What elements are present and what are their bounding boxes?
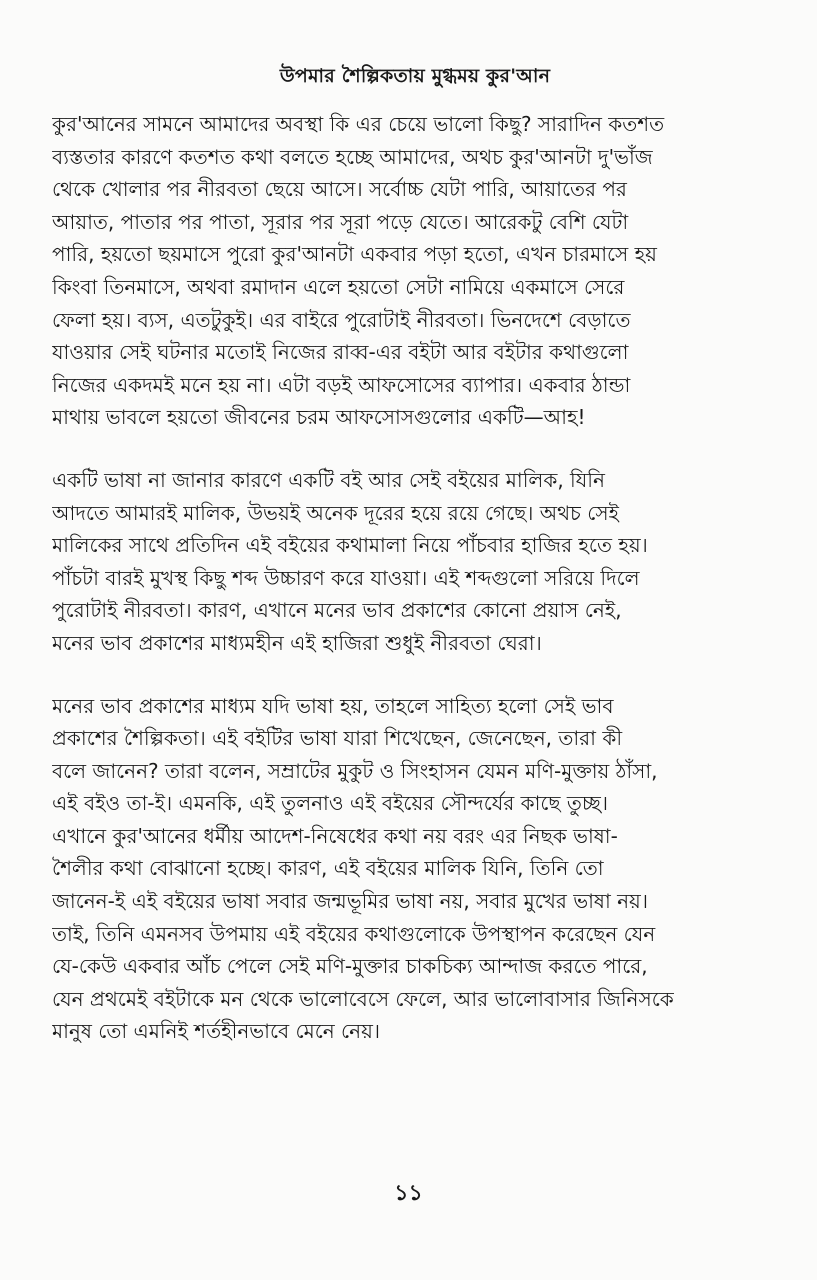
page-number: ১১: [394, 1181, 423, 1206]
paragraph-2: [52, 464, 764, 660]
text-line: তাই, তিনি এমনসব উপমায় এই বইয়ের কথাগুলোকে উপস্থাপন করেছেন যেন: [52, 921, 656, 946]
text-line: পুরোটাই নীরবতা। কারণ, এখানে মনের ভাব প্রকাশের কোনো প্রয়াস নেই,: [52, 598, 622, 623]
text-line: মালিকের সাথে প্রতিদিন এই বইয়ের কথামালা নিয়ে পাঁচবার হাজির হতে হয়।: [52, 533, 648, 558]
text-line: আয়াত, পাতার পর পাতা, সূরার পর সূরা পড়ে যেতে। আরেকটু বেশি যেটা: [52, 209, 629, 234]
text-line: থেকে খোলার পর নীরবতা ছেয়ে আসে। সর্বোচ্চ যেটা পারি, আয়াতের পর: [52, 177, 627, 202]
text-line: এই বইও তা-ই। এমনকি, এই তুলনাও এই বইয়ের সৌন্দর্যের কাছে তুচ্ছ।: [52, 791, 609, 816]
text-line: এখানে কুর'আনের ধর্মীয় আদেশ-নিষেধের কথা নয় বরং এর নিছক ভাষা-: [52, 823, 618, 848]
text-line: নিজের একদমই মনে হয় না। এটা বড়ই আফসোসের ব্যাপার। একবার ঠান্ডা: [52, 372, 631, 397]
text-line: একটি ভাষা না জানার কারণে একটি বই আর সেই বইয়ের মালিক, যিনি: [52, 467, 605, 492]
text-line: কিংবা তিনমাসে, অথবা রমাদান এলে হয়তো সেটা নামিয়ে একমাসে সেরে: [52, 274, 625, 299]
paragraph-1: [52, 108, 764, 434]
text-line: আদতে আমারই মালিক, উভয়ই অনেক দূরের হয়ে রয়ে গেছে। অথচ সেই: [52, 500, 619, 525]
text-line: কুর'আনের সামনে আমাদের অবস্থা কি এর চেয়ে ভালো কিছু? সারাদিন কতশত: [52, 112, 665, 136]
text-line: বলে জানেন? তারা বলেন, সম্রাটের মুকুট ও সিংহাসন যেমন মণি-মুক্তায় ঠাঁসা,: [52, 758, 658, 783]
text-line: মনের ভাব প্রকাশের মাধ্যমহীন এই হাজিরা শুধুই নীরবতা ঘেরা।: [52, 630, 542, 655]
text-line: শৈলীর কথা বোঝানো হচ্ছে। কারণ, এই বইয়ের মালিক যিনি, তিনি তো: [52, 856, 604, 881]
text-line: পাঁচটা বারই মুখস্থ কিছু শব্দ উচ্চারণ করে যাওয়া। এই শব্দগুলো সরিয়ে দিলে: [52, 565, 640, 590]
paragraph-3: [52, 690, 764, 1049]
text-line: ফেলা হয়। ব্যস, এতটুকুই। এর বাইরে পুরোটাই নীরবতা। ভিনদেশে বেড়াতে: [52, 307, 631, 332]
text-line: মানুষ তো এমনিই শর্তহীনভাবে মেনে নেয়।: [52, 1019, 381, 1044]
text-line: ব্যস্ততার কারণে কতশত কথা বলতে হচ্ছে আমাদের, অথচ কুর'আনটা দু'ভাঁজ: [52, 144, 653, 169]
text-line: পারি, হয়তো ছয়মাসে পুরো কুর'আনটা একবার পড়া হতো, এখন চারমাসে হয়: [52, 242, 657, 267]
text-line: যে-কেউ একবার আঁচ পেলে সেই মণি-মুক্তার চাকচিক্য আন্দাজ করতে পারে,: [52, 954, 648, 979]
running-head: উপমার শৈল্পিকতায় মুগ্ধময় কুর'আন: [279, 65, 551, 87]
text-line: জানেন-ই এই বইয়ের ভাষা সবার জন্মভূমির ভাষা নয়, সবার মুখের ভাষা নয়।: [52, 889, 648, 914]
text-line: মাথায় ভাবলে হয়তো জীবনের চরম আফসোসগুলোর একটি—আহ!: [52, 405, 586, 430]
body-text: [52, 108, 764, 1078]
text-line: যাওয়ার সেই ঘটনার মতোই নিজের রাব্ব-এর বইটা আর বইটার কথাগুলো: [52, 340, 629, 365]
text-line: মনের ভাব প্রকাশের মাধ্যম যদি ভাষা হয়, তাহলে সাহিত্য হলো সেই ভাব: [52, 693, 614, 718]
text-line: প্রকাশের শৈল্পিকতা। এই বইটির ভাষা যারা শিখেছেন, জেনেছেন, তারা কী: [52, 726, 623, 751]
text-line: যেন প্রথমেই বইটাকে মন থেকে ভালোবেসে ফেলে, আর ভালোবাসার জিনিসকে: [52, 986, 674, 1011]
